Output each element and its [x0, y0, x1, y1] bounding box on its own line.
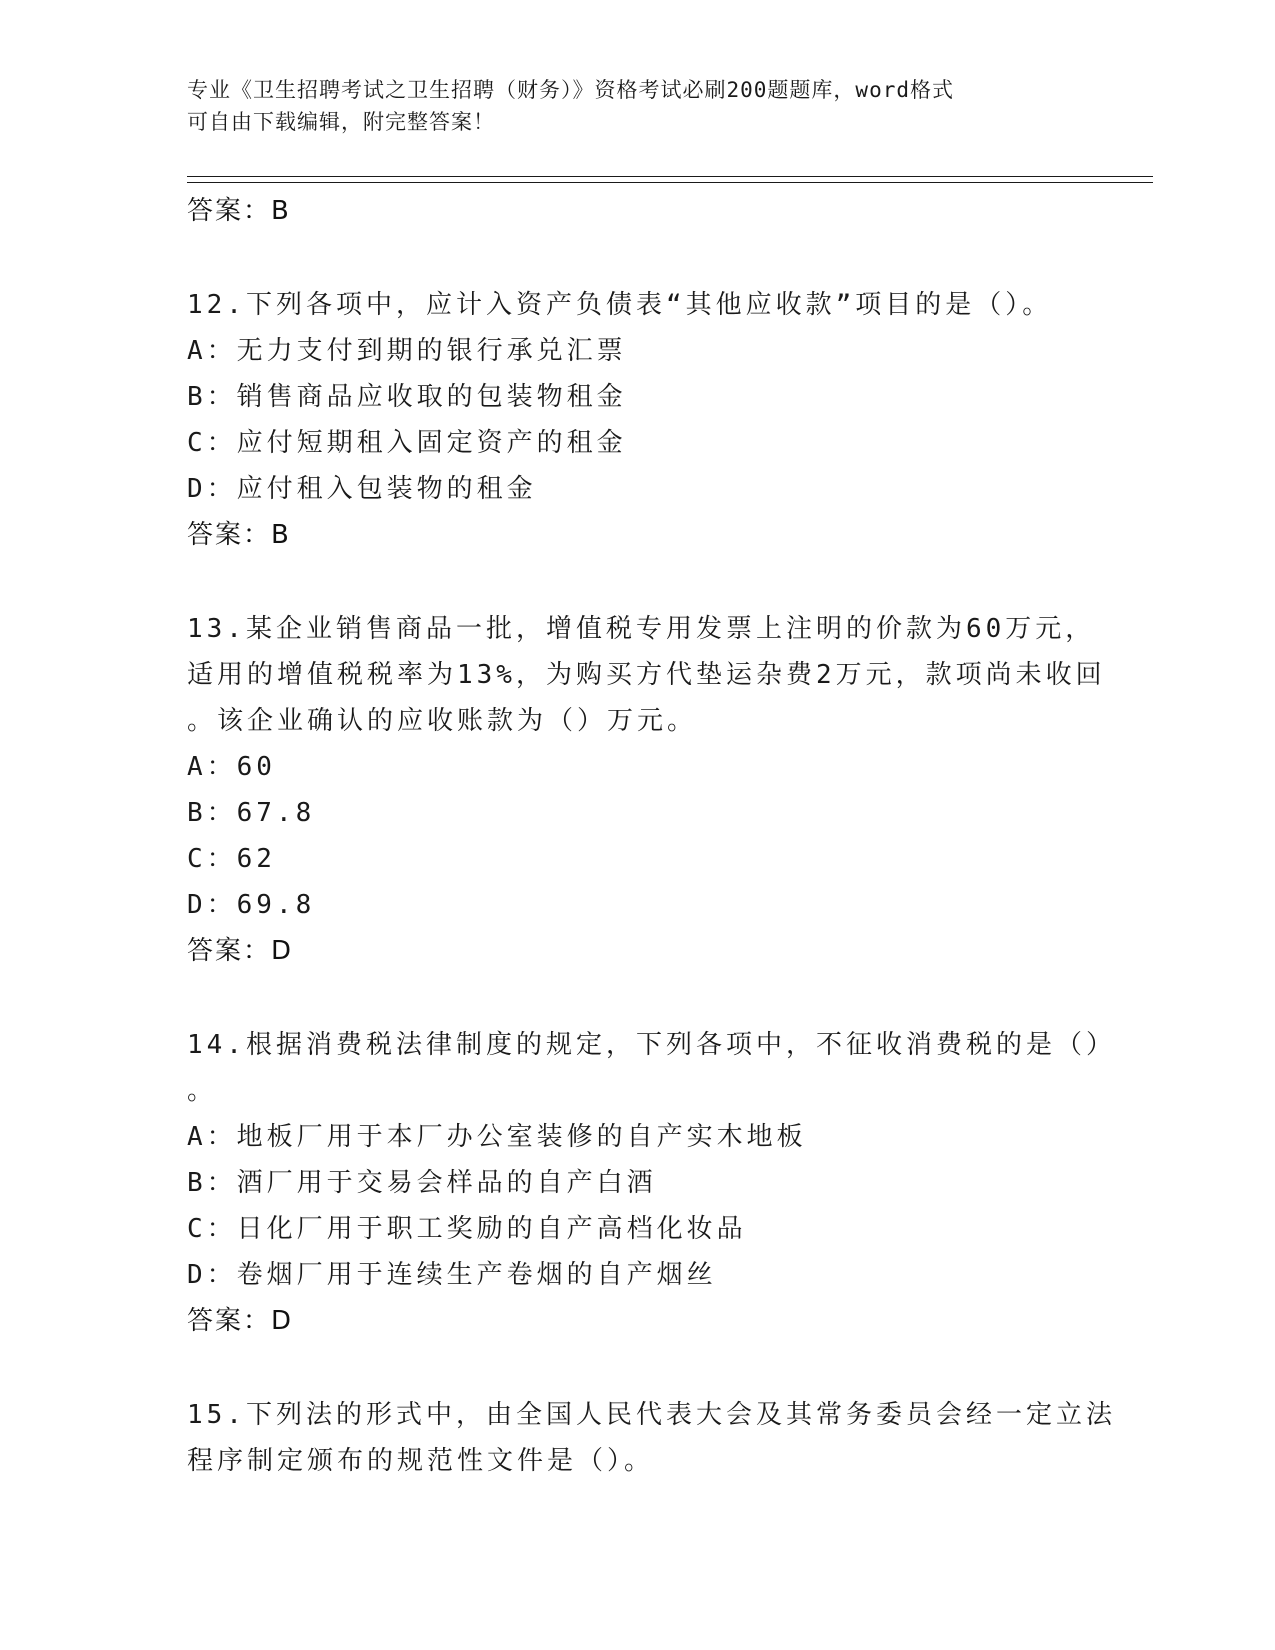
question-block	[187, 282, 1087, 558]
question-line: 15.下列法的形式中，由全国人民代表大会及其常务委员会经一定立法	[187, 1400, 1116, 1430]
option-d: D：应付租入包装物的租金	[187, 474, 537, 504]
document-header	[187, 74, 1067, 138]
question-text	[187, 282, 1087, 328]
question-line: 12.下列各项中，应计入资产负债表“其他应收款”项目的是（）。	[187, 290, 1053, 320]
header-divider-bottom	[187, 182, 1153, 183]
spacer	[187, 1344, 1087, 1392]
option-b: B：酒厂用于交易会样品的自产白酒	[187, 1168, 657, 1198]
option-c: C：62	[187, 844, 276, 874]
spacer	[187, 234, 1087, 282]
header-line-2: 可自由下载编辑，附完整答案！	[187, 110, 495, 134]
question-text	[187, 1392, 1116, 1484]
header-line-1: 专业《卫生招聘考试之卫生招聘（财务）》资格考试必刷200题题库，word格式	[187, 78, 954, 102]
option-c: C：日化厂用于职工奖励的自产高档化妆品	[187, 1214, 747, 1244]
question-line: 14.根据消费税法律制度的规定，下列各项中，不征收消费税的是（）	[187, 1030, 1116, 1060]
question-text	[187, 1022, 1116, 1114]
option-d: D：卷烟厂用于连续生产卷烟的自产烟丝	[187, 1260, 717, 1290]
question-text	[187, 606, 1106, 744]
question-line: 。	[187, 1076, 218, 1106]
question-block	[187, 1392, 1116, 1484]
spacer	[187, 558, 1087, 606]
question-block	[187, 606, 1106, 974]
option-a: A：地板厂用于本厂办公室装修的自产实木地板	[187, 1122, 807, 1152]
answer-line: 答案：D	[187, 936, 294, 966]
option-c: C：应付短期租入固定资产的租金	[187, 428, 627, 458]
answer-line: 答案：D	[187, 1306, 294, 1336]
option-a: A：无力支付到期的银行承兑汇票	[187, 336, 627, 366]
document-body	[187, 188, 1116, 1484]
option-d: D：69.8	[187, 890, 316, 920]
answer-line: 答案：B	[187, 520, 291, 550]
option-b: B：67.8	[187, 798, 316, 828]
question-line: 适用的增值税税率为13%，为购买方代垫运杂费2万元，款项尚未收回	[187, 660, 1106, 690]
spacer	[187, 974, 1087, 1022]
answer-line: 答案：B	[187, 196, 291, 226]
header-divider-top	[187, 176, 1153, 177]
question-line: 13.某企业销售商品一批，增值税专用发票上注明的价款为60万元，	[187, 614, 1096, 644]
question-block	[187, 1022, 1116, 1344]
option-a: A：60	[187, 752, 276, 782]
option-b: B：销售商品应收取的包装物租金	[187, 382, 627, 412]
question-line: 程序制定颁布的规范性文件是（）。	[187, 1446, 655, 1476]
question-line: 。该企业确认的应收账款为（）万元。	[187, 706, 698, 736]
